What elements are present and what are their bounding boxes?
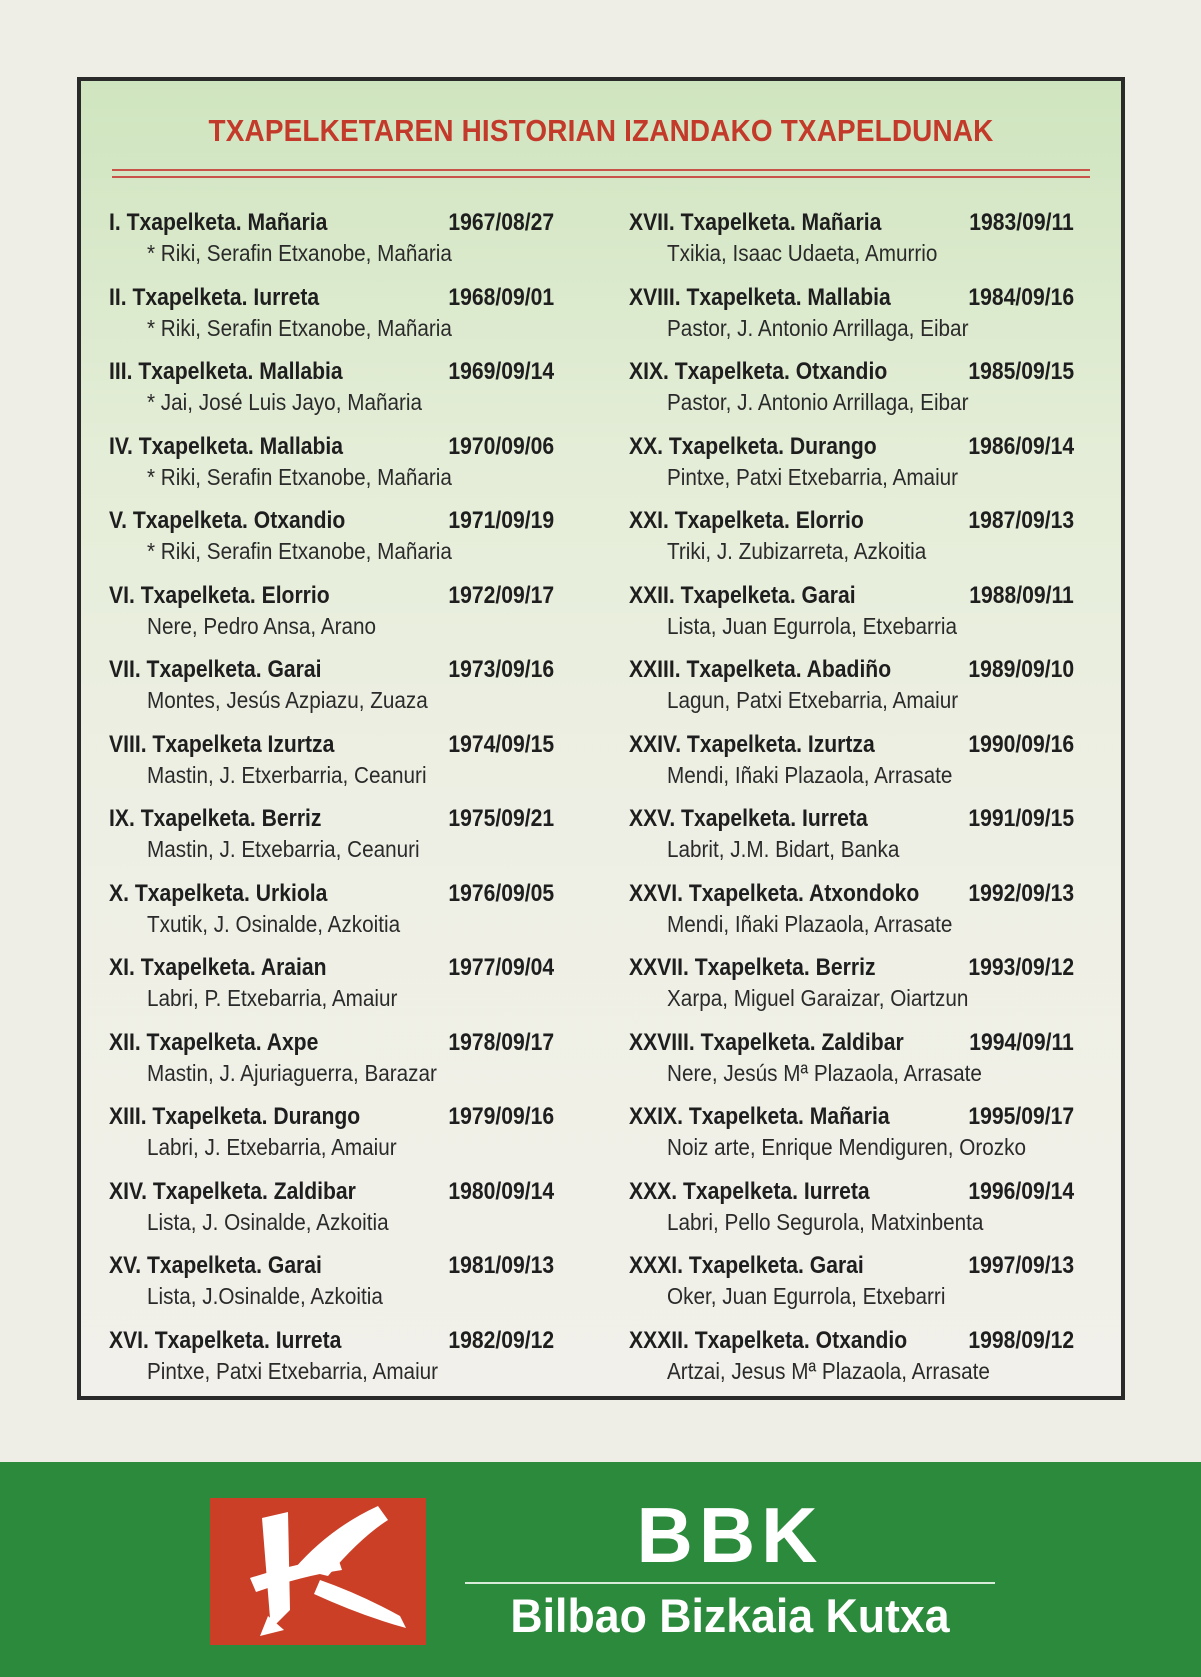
championship-entry — [109, 209, 554, 284]
championship-entry — [629, 433, 1074, 508]
champion-name: Labrit, J.M. Bidart, Banka — [667, 836, 900, 862]
championship-date: 1993/09/12 — [968, 954, 1074, 981]
championship-date: 1997/09/13 — [968, 1252, 1074, 1279]
champions-column-right — [629, 209, 1074, 1401]
champion-name: Nere, Jesús Mª Plazaola, Arrasate — [667, 1059, 982, 1086]
championship-entry — [629, 507, 1074, 582]
brand-divider — [465, 1582, 995, 1584]
champion-name: Labri, J. Etxebarria, Amaiur — [147, 1134, 397, 1160]
championship-title: I. Txapelketa. Mañaria — [109, 209, 328, 236]
championship-entry — [629, 209, 1074, 284]
sponsor-band — [0, 1462, 1201, 1677]
championship-date: 1988/09/11 — [969, 581, 1074, 609]
championship-date: 1991/09/15 — [968, 805, 1074, 832]
championship-title: XXX. Txapelketa. Iurreta — [629, 1177, 870, 1205]
championship-title: III. Txapelketa. Mallabia — [109, 358, 343, 385]
championship-entry — [109, 1103, 554, 1178]
championship-title: IX. Txapelketa. Berriz — [109, 805, 322, 832]
championship-date: 1980/09/14 — [448, 1177, 554, 1205]
championship-date: 1970/09/06 — [448, 432, 554, 460]
championship-title: XXVII. Txapelketa. Berriz — [629, 954, 876, 981]
championship-entry — [109, 1252, 554, 1327]
championship-title: XVII. Txapelketa. Mañaria — [629, 209, 882, 236]
championship-title: XXVIII. Txapelketa. Zaldibar — [629, 1028, 904, 1056]
championship-entry — [629, 1252, 1074, 1327]
champion-name: Oker, Juan Egurrola, Etxebarri — [667, 1283, 946, 1309]
title-divider — [112, 169, 1090, 178]
champion-name: Montes, Jesús Azpiazu, Zuaza — [147, 687, 428, 713]
championship-date: 1983/09/11 — [969, 209, 1074, 236]
championship-entry — [109, 358, 554, 433]
championship-entry — [629, 731, 1074, 806]
champion-name: Pastor, J. Antonio Arrillaga, Eibar — [667, 389, 969, 415]
champion-name: * Riki, Serafin Etxanobe, Mañaria — [147, 538, 452, 564]
champion-name: * Riki, Serafin Etxanobe, Mañaria — [147, 240, 452, 266]
championship-title: XXVI. Txapelketa. Atxondoko — [629, 879, 920, 907]
championship-title: XXIX. Txapelketa. Mañaria — [629, 1103, 890, 1130]
championship-title: XXI. Txapelketa. Elorrio — [629, 507, 864, 534]
championship-entry — [629, 1029, 1074, 1104]
championship-entry — [109, 582, 554, 657]
champion-name: Pastor, J. Antonio Arrillaga, Eibar — [667, 314, 969, 341]
championship-date: 1984/09/16 — [968, 283, 1074, 311]
champion-name: Pintxe, Patxi Etxebarria, Amaiur — [667, 463, 959, 490]
championship-entry — [109, 731, 554, 806]
champion-name: Lista, Juan Egurrola, Etxebarria — [667, 612, 957, 639]
championship-entry — [109, 1178, 554, 1253]
champion-name: Txikia, Isaac Udaeta, Amurrio — [667, 240, 938, 266]
championship-date: 1967/08/27 — [448, 209, 554, 236]
champion-name: Labri, P. Etxebarria, Amaiur — [147, 985, 398, 1011]
championship-entry — [109, 880, 554, 955]
championship-entry — [629, 1327, 1074, 1402]
championship-entry — [109, 433, 554, 508]
champion-name: Noiz arte, Enrique Mendiguren, Orozko — [667, 1134, 1026, 1160]
championship-title: XX. Txapelketa. Durango — [629, 432, 877, 460]
championship-date: 1995/09/17 — [968, 1103, 1074, 1130]
championship-entry — [629, 1178, 1074, 1253]
champion-name: Lagun, Patxi Etxebarria, Amaiur — [667, 687, 959, 713]
page-title: TXAPELKETAREN HISTORIAN IZANDAKO TXAPELDUNAK — [208, 113, 994, 148]
championship-date: 1969/09/14 — [448, 358, 554, 385]
championship-entry — [629, 880, 1074, 955]
champion-name: * Riki, Serafin Etxanobe, Mañaria — [147, 463, 452, 490]
championship-title: V. Txapelketa. Otxandio — [109, 507, 346, 534]
championship-date: 1994/09/11 — [969, 1028, 1074, 1056]
champion-name: Xarpa, Miguel Garaizar, Oiartzun — [667, 985, 969, 1011]
championship-date: 1992/09/13 — [968, 879, 1074, 907]
championship-date: 1987/09/13 — [968, 507, 1074, 534]
championship-title: VI. Txapelketa. Elorrio — [109, 581, 330, 609]
championship-title: VIII. Txapelketa Izurtza — [109, 730, 335, 758]
championship-date: 1968/09/01 — [448, 283, 554, 311]
championship-entry — [629, 656, 1074, 731]
championship-title: XXXII. Txapelketa. Otxandio — [629, 1326, 908, 1354]
championship-title: XXIV. Txapelketa. Izurtza — [629, 730, 875, 758]
champions-panel — [77, 77, 1125, 1400]
championship-entry — [629, 954, 1074, 1029]
championship-title: XI. Txapelketa. Araian — [109, 954, 327, 981]
championship-date: 1998/09/12 — [968, 1326, 1074, 1354]
champion-name: Mastin, J. Ajuriaguerra, Barazar — [147, 1059, 437, 1086]
championship-entry — [109, 954, 554, 1029]
championship-date: 1985/09/15 — [968, 358, 1074, 385]
championship-title: XXV. Txapelketa. Iurreta — [629, 805, 868, 832]
championship-date: 1986/09/14 — [968, 432, 1074, 460]
champion-name: Lista, J.Osinalde, Azkoitia — [147, 1283, 383, 1309]
champion-name: Mendi, Iñaki Plazaola, Arrasate — [667, 910, 953, 937]
champion-name: Labri, Pello Segurola, Matxinbenta — [667, 1208, 984, 1235]
championship-title: XIII. Txapelketa. Durango — [109, 1103, 361, 1130]
brand-name: BBK — [636, 1491, 824, 1579]
championship-title: IV. Txapelketa. Mallabia — [109, 432, 344, 460]
championship-title: II. Txapelketa. Iurreta — [109, 283, 320, 311]
championship-title: XII. Txapelketa. Axpe — [109, 1028, 319, 1056]
championship-entry — [109, 1029, 554, 1104]
champion-name: * Jai, José Luis Jayo, Mañaria — [147, 389, 422, 415]
championship-date: 1972/09/17 — [448, 581, 554, 609]
championship-date: 1978/09/17 — [448, 1028, 554, 1056]
championship-title: XXII. Txapelketa. Garai — [629, 581, 856, 609]
champion-name: Pintxe, Patxi Etxebarria, Amaiur — [147, 1357, 439, 1384]
championship-title: XVI. Txapelketa. Iurreta — [109, 1326, 342, 1354]
championship-date: 1996/09/14 — [968, 1177, 1074, 1205]
championship-entry — [109, 1327, 554, 1402]
championship-entry — [629, 358, 1074, 433]
championship-entry — [109, 507, 554, 582]
champion-name: Mastin, J. Etxebarria, Ceanuri — [147, 836, 420, 862]
championship-entry — [629, 284, 1074, 359]
championship-entry — [629, 1103, 1074, 1178]
champion-name: Lista, J. Osinalde, Azkoitia — [147, 1208, 389, 1235]
championship-entry — [109, 805, 554, 880]
championship-title: XXXI. Txapelketa. Garai — [629, 1252, 864, 1279]
champions-column-left — [109, 209, 554, 1401]
champion-name: Txutik, J. Osinalde, Azkoitia — [147, 910, 401, 937]
champion-name: Artzai, Jesus Mª Plazaola, Arrasate — [667, 1357, 990, 1384]
brand-full-name: Bilbao Bizkaia Kutxa — [510, 1589, 950, 1642]
championship-title: VII. Txapelketa. Garai — [109, 656, 322, 683]
championship-entry — [629, 805, 1074, 880]
champion-name: * Riki, Serafin Etxanobe, Mañaria — [147, 314, 452, 341]
championship-entry — [109, 284, 554, 359]
championship-title: XXIII. Txapelketa. Abadiño — [629, 656, 892, 683]
championship-date: 1974/09/15 — [448, 730, 554, 758]
championship-date: 1990/09/16 — [968, 730, 1074, 758]
championship-date: 1975/09/21 — [448, 805, 554, 832]
championship-title: XVIII. Txapelketa. Mallabia — [629, 283, 891, 311]
championship-date: 1981/09/13 — [448, 1252, 554, 1279]
championship-date: 1977/09/04 — [448, 954, 554, 981]
champion-name: Mastin, J. Etxerbarria, Ceanuri — [147, 761, 427, 788]
championship-title: XV. Txapelketa. Garai — [109, 1252, 322, 1279]
championship-title: X. Txapelketa. Urkiola — [109, 879, 328, 907]
champion-name: Mendi, Iñaki Plazaola, Arrasate — [667, 761, 953, 788]
championship-date: 1971/09/19 — [448, 507, 554, 534]
championship-entry — [109, 656, 554, 731]
championship-date: 1979/09/16 — [448, 1103, 554, 1130]
championship-title: XIV. Txapelketa. Zaldibar — [109, 1177, 356, 1205]
championship-date: 1982/09/12 — [448, 1326, 554, 1354]
championship-entry — [629, 582, 1074, 657]
championship-title: XIX. Txapelketa. Otxandio — [629, 358, 888, 385]
championship-date: 1976/09/05 — [448, 879, 554, 907]
championship-date: 1973/09/16 — [448, 656, 554, 683]
championship-date: 1989/09/10 — [968, 656, 1074, 683]
bbk-k-logo-icon — [210, 1498, 426, 1645]
champion-name: Triki, J. Zubizarreta, Azkoitia — [667, 538, 927, 564]
champion-name: Nere, Pedro Ansa, Arano — [147, 612, 376, 639]
